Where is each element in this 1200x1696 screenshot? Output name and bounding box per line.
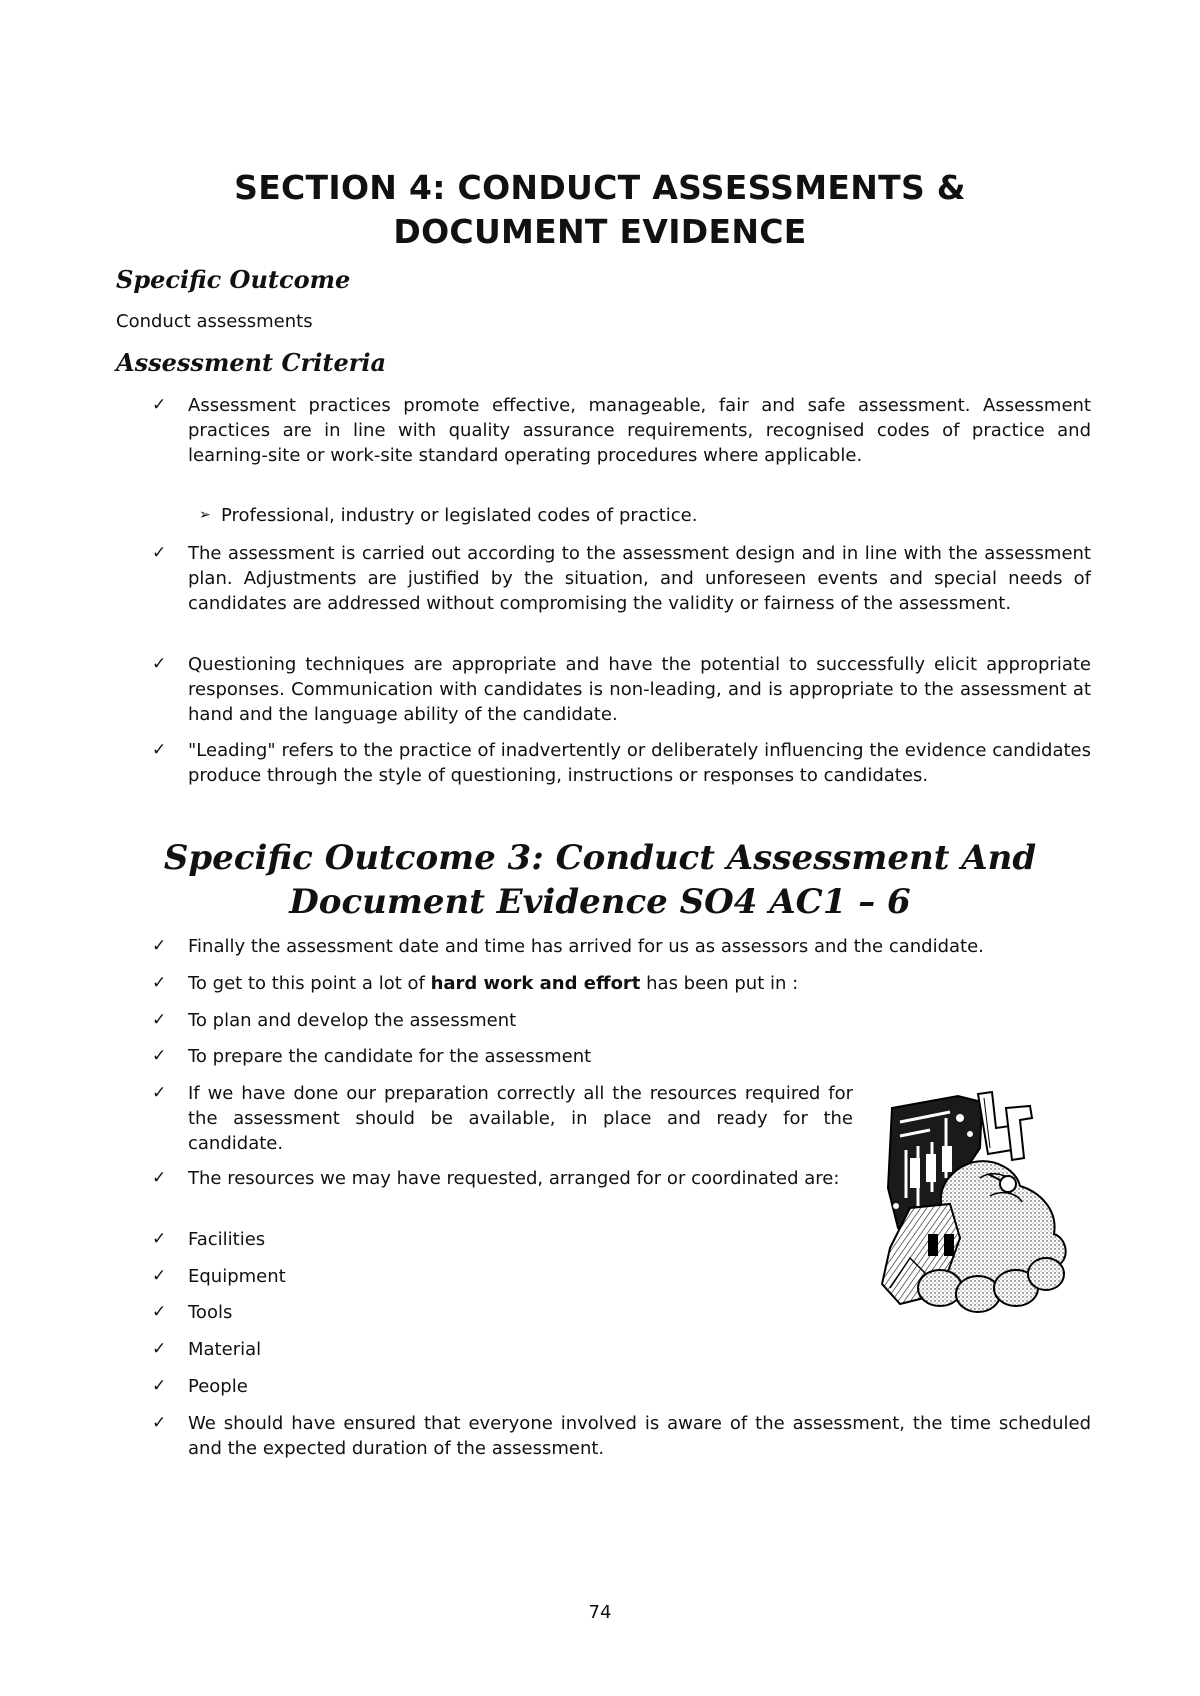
section-title [150,166,1050,254]
tools-clipart-icon [870,1088,1085,1328]
check-icon: ✓ [152,740,167,760]
criteria-item-text: Questioning techniques are appropriate and have the potential to successfully elicit appropriate responses. Communication with candidates is non-leading, and is appropriate to the assessment at hand and the language ability of the candidate. [188,654,1091,725]
check-icon: ✓ [152,1046,167,1066]
criteria-item-text: Assessment practices promote effective, manageable, fair and safe assessment. Assessment practices are in line with quality assurance requirements, recognised codes of practice and learning-site or work-site standard operating procedures where applicable. [188,395,1091,466]
page-number: 74 [588,1602,612,1623]
outcome-item [152,1227,853,1252]
check-icon: ✓ [152,1083,167,1103]
criteria-item [152,541,1091,616]
outcome-item [152,1337,853,1362]
outcome-item [152,1374,853,1399]
outcome-item-text-before: To get to this point a lot of [188,973,431,994]
check-icon: ✓ [152,1413,167,1433]
specific-outcome-3-heading-line-2: Document Evidence SO4 AC1 – 6 [289,882,911,922]
specific-outcome-3-heading-line-1: Specific Outcome 3: Conduct Assessment And [163,838,1037,878]
criteria-item-text: "Leading" refers to the practice of inadvertently or deliberately influencing the evidence candidates produce through the style of questioning, instructions or responses to candidates. [188,740,1091,786]
check-icon: ✓ [152,1010,167,1030]
assessment-criteria-label: Assessment Criteria [116,348,387,377]
outcome-item [152,1264,853,1289]
check-icon: ✓ [152,654,167,674]
outcome-item-text: Finally the assessment date and time has arrived for us as assessors and the candidate. [188,936,984,957]
check-icon: ✓ [152,1376,167,1396]
outcome-item [152,1411,1091,1461]
outcome-item [152,1166,853,1191]
check-icon: ✓ [152,1229,167,1249]
criteria-sub-item-text: Professional, industry or legislated codes of practice. [221,505,698,526]
outcome-item-text-after: has been put in : [640,973,799,994]
check-icon: ✓ [152,1302,167,1322]
outcome-item-text: Material [188,1339,262,1360]
check-icon: ✓ [152,1168,167,1188]
outcome-item-text: To prepare the candidate for the assessment [188,1046,592,1067]
outcome-item [152,971,1091,996]
section-title-line-1: SECTION 4: CONDUCT ASSESSMENTS & [234,168,966,207]
outcome-item-text: If we have done our preparation correctly all the resources required for the assessment should be available, in place and ready for the candidate. [188,1083,853,1154]
specific-outcome-label: Specific Outcome [116,265,351,294]
check-icon: ✓ [152,973,167,993]
outcome-item-text: We should have ensured that everyone involved is aware of the assessment, the time scheduled and the expected duration of the assessment. [188,1413,1091,1459]
outcome-item-text: Tools [188,1302,233,1323]
check-icon: ✓ [152,936,167,956]
specific-outcome-3-heading [110,836,1090,924]
specific-outcome-text: Conduct assessments [116,311,313,332]
outcome-item-text: Equipment [188,1266,286,1287]
outcome-item-text: People [188,1376,248,1397]
criteria-item-text: The assessment is carried out according to the assessment design and in line with the assessment plan. Adjustments are justified by the situation, and unforeseen events and special needs of candidates are addressed without compromising the validity or fairness of the assessment. [188,543,1091,614]
check-icon: ✓ [152,395,167,415]
outcome-item [152,1044,1091,1069]
outcome-item-text-bold: hard work and effort [430,973,641,994]
outcome-item-text: The resources we may have requested, arranged for or coordinated are: [188,1168,840,1189]
criteria-item [152,652,1091,727]
outcome-item [152,1300,853,1325]
caliper-shape [978,1092,1032,1160]
outcome-item [152,1008,1091,1033]
criteria-item [152,393,1091,468]
check-icon: ✓ [152,1339,167,1359]
criteria-sub-item [199,503,1081,528]
check-icon: ✓ [152,1266,167,1286]
outcome-item [152,934,1091,959]
arrow-bullet-icon: ➢ [199,507,211,523]
outcome-item-text: Facilities [188,1229,266,1250]
section-title-line-2: DOCUMENT EVIDENCE [393,212,807,251]
criteria-item [152,738,1091,788]
outcome-item-text: To plan and develop the assessment [188,1010,517,1031]
outcome-item [152,1081,853,1156]
check-icon: ✓ [152,543,167,563]
